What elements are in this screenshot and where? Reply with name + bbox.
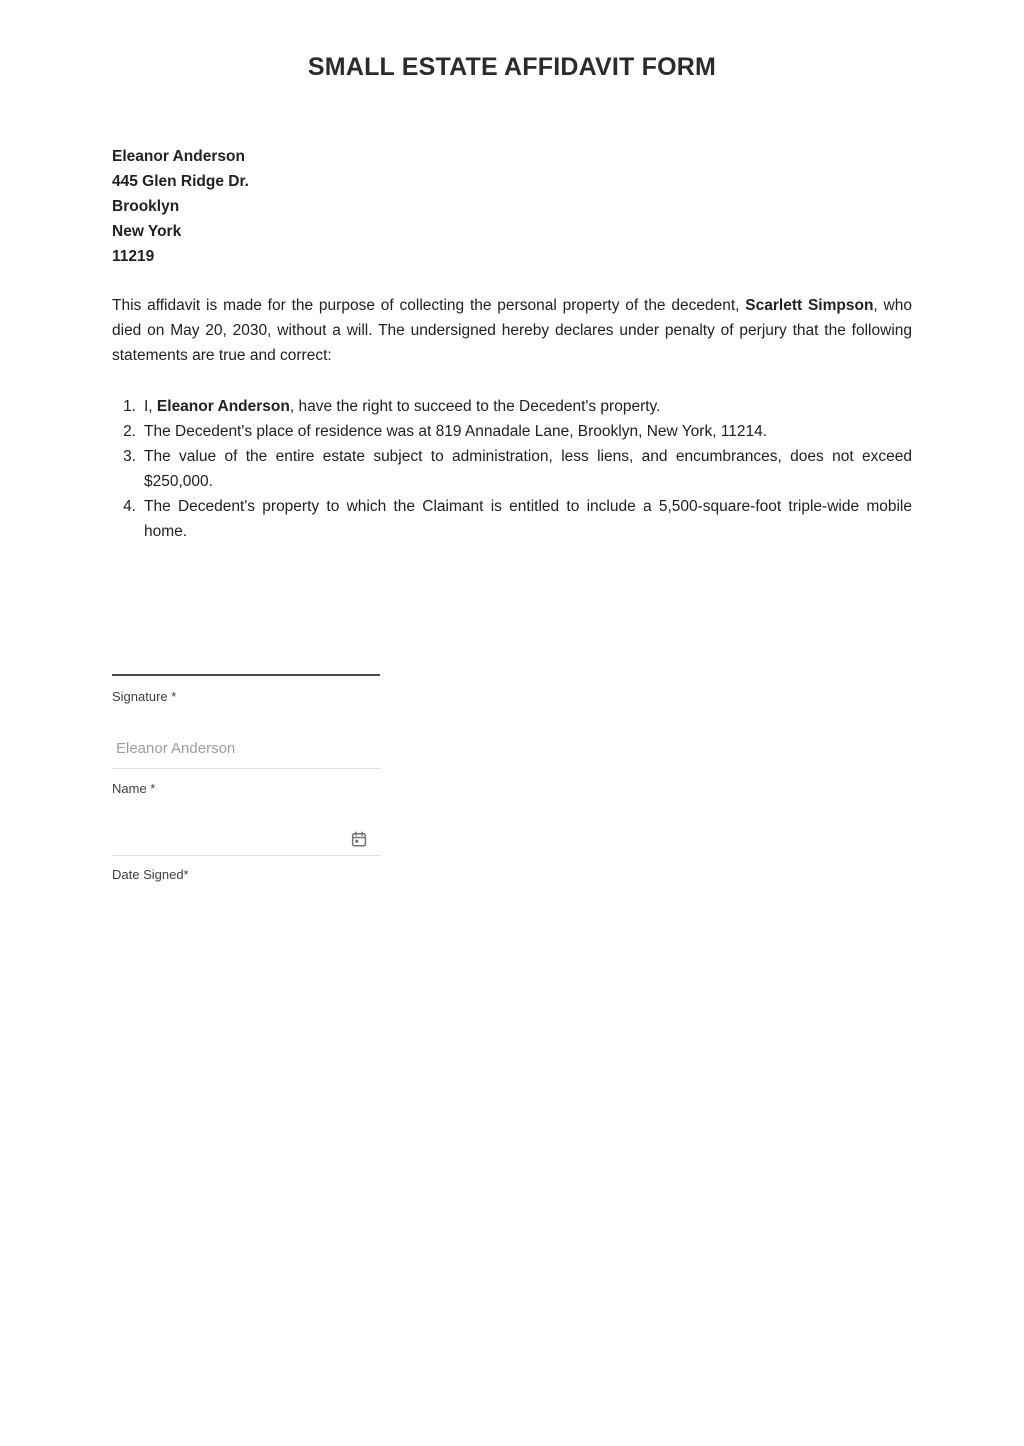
statement-text: The Decedent's place of residence was at 819 Annadale Lane, Brooklyn, New York, 11214.: [144, 423, 768, 440]
statement-text: The Decedent's property to which the Claimant is entitled to include a 5,500-square-foot triple-wide mobile home.: [144, 498, 912, 540]
claimant-name: Eleanor Anderson: [112, 148, 245, 165]
decedent-name: Scarlett Simpson: [745, 297, 874, 314]
name-label: Name *: [112, 781, 156, 796]
claimant-state: New York: [112, 223, 182, 240]
date-input[interactable]: [112, 822, 380, 856]
name-field: [112, 734, 380, 797]
statement-number: 1.: [123, 398, 136, 415]
statement-text: I, Eleanor Anderson, have the right to succeed to the Decedent's property.: [144, 398, 661, 415]
intro-text-start: This affidavit is made for the purpose of collecting the personal property of the decedent,: [112, 297, 746, 314]
signature-form: [112, 674, 380, 883]
statement-item: [112, 419, 912, 444]
date-field: [112, 822, 380, 883]
name-input[interactable]: [112, 734, 380, 769]
date-label: Date Signed*: [112, 867, 189, 882]
intro-paragraph: [112, 293, 912, 368]
page-title: SMALL ESTATE AFFIDAVIT FORM: [307, 53, 717, 81]
claimant-name-inline: Eleanor Anderson: [156, 398, 290, 415]
statements-list: [112, 394, 912, 544]
statement-item: [112, 394, 912, 419]
statement-number: 4.: [123, 498, 136, 515]
signature-input[interactable]: [112, 674, 380, 676]
claimant-zip: 11219: [112, 248, 155, 265]
statement-number: 2.: [123, 423, 136, 440]
claimant-city: Brooklyn: [112, 198, 180, 215]
intro-text-end: , who died on May 20, 2030, without a will. The undersigned hereby declares under penalty of perjury that the following statements are true and correct:: [112, 297, 912, 364]
calendar-icon[interactable]: [350, 830, 368, 848]
statement-item: [112, 444, 912, 494]
claimant-street: 445 Glen Ridge Dr.: [112, 173, 249, 190]
statement-item: [112, 494, 912, 544]
statement-number: 3.: [123, 448, 136, 465]
statement-text: The value of the entire estate subject to administration, less liens, and encumbrances, does not exceed $250,000.: [144, 448, 912, 490]
signature-label: Signature *: [112, 689, 177, 704]
signature-field: [112, 674, 380, 705]
claimant-address-block: [112, 144, 912, 269]
